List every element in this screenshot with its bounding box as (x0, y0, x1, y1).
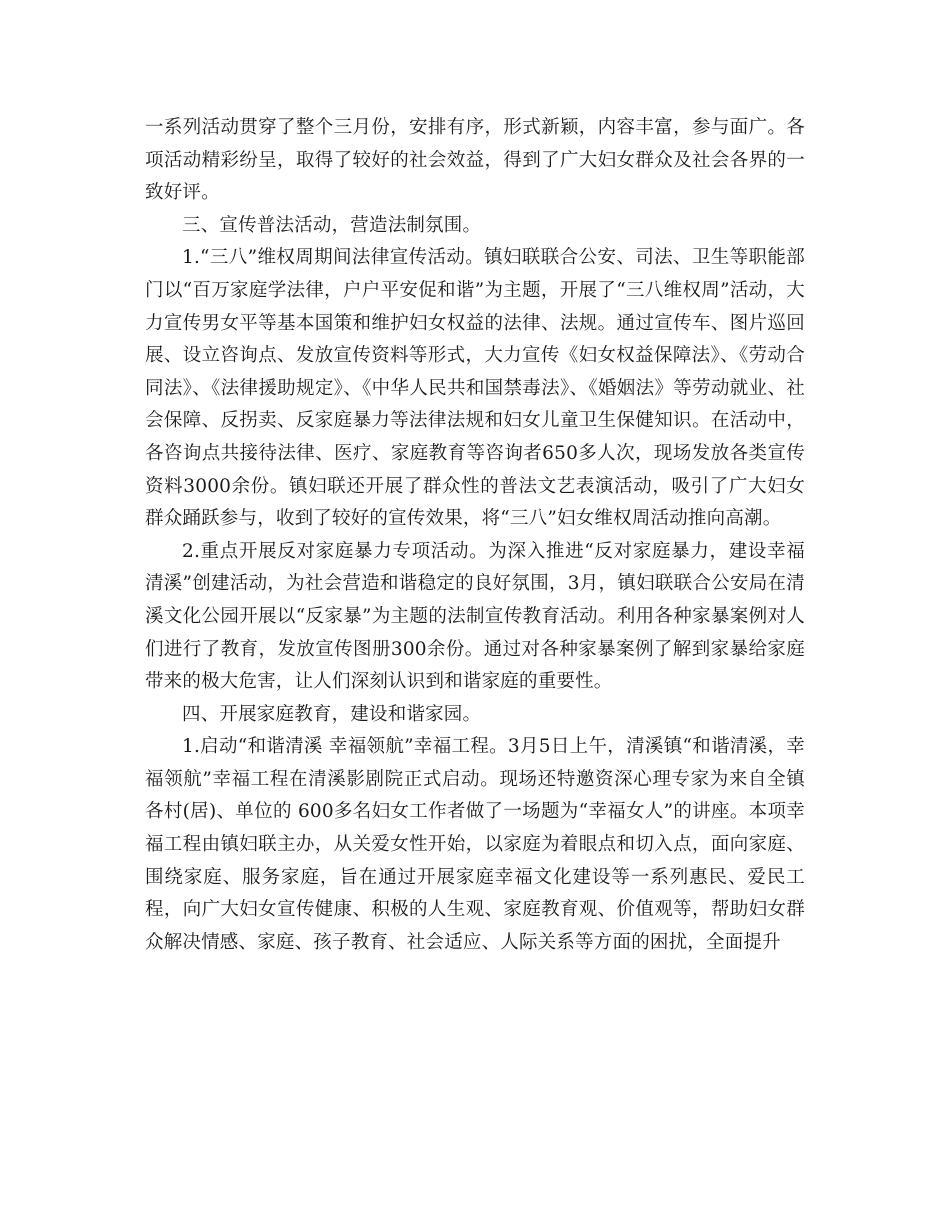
section-heading-3: 三、宣传普法活动，营造法制氛围。 (182, 214, 482, 236)
document-body (145, 112, 805, 959)
paragraph-item-3-1: 1.“三八”维权周期间法律宣传活动。镇妇联联合公安、司法、卫生等职能部门以“百万家庭学法律，户户平安促和谐”为主题，开展了“三八维权周”活动，大力宣传男女平等基本国策和维护妇女权益的法律、法规。通过宣传车、图片巡回展、设立咨询点、发放宣传资料等形式，大力宣传《妇女权益保障法》、《劳动合同法》、《法律援助规定》、《中华人民共和国禁毒法》、《婚姻法》等劳动就业、社会保障、反拐卖、反家庭暴力等法律法规和妇女儿童卫生保健知识。在活动中，各咨询点共接待法律、医疗、家庭教育等咨询者650多人次，现场发放各类宣传资料3000余份。镇妇联还开展了群众性的普法文艺表演活动，吸引了广大妇女群众踊跃参与，收到了较好的宣传效果，将“三八”妇女维权周活动推向高潮。 (145, 247, 805, 530)
paragraph-continuation: 一系列活动贯穿了整个三月份，安排有序，形式新颖，内容丰富，参与面广。各项活动精彩纷呈，取得了较好的社会效益，得到了广大妇女群众及社会各界的一致好评。 (145, 117, 805, 204)
paragraph-item-3-2: 2.重点开展反对家庭暴力专项活动。为深入推进“反对家庭暴力，建设幸福清溪”创建活动，为社会营造和谐稳定的良好氛围，3月，镇妇联联合公安局在清溪文化公园开展以“反家暴”为主题的法制宣传教育活动。利用各种家暴案例对人们进行了教育，发放宣传图册300余份。通过对各种家暴案例了解到家暴给家庭带来的极大危害，让人们深刻认识到和谐家庭的重要性。 (145, 540, 805, 693)
section-heading-4: 四、开展家庭教育，建设和谐家园。 (182, 703, 482, 725)
paragraph-item-4-1: 1.启动“和谐清溪 幸福领航”幸福工程。3月5日上午，清溪镇“和谐清溪，幸福领航”幸福工程在清溪影剧院正式启动。现场还特邀资深心理专家为来自全镇各村(居)、单位的 600多名妇女工作者做了一场题为“幸福女人”的讲座。本项幸福工程由镇妇联主办，从关爱女性开始，以家庭为着眼点和切入点，面向家庭、围绕家庭、服务家庭，旨在通过开展家庭幸福文化建设等一系列惠民、爱民工程，向广大妇女宣传健康、积极的人生观、家庭教育观、价值观等，帮助妇女群众解决情感、家庭、孩子教育、社会适应、人际关系等方面的困扰，全面提升 (145, 736, 805, 953)
